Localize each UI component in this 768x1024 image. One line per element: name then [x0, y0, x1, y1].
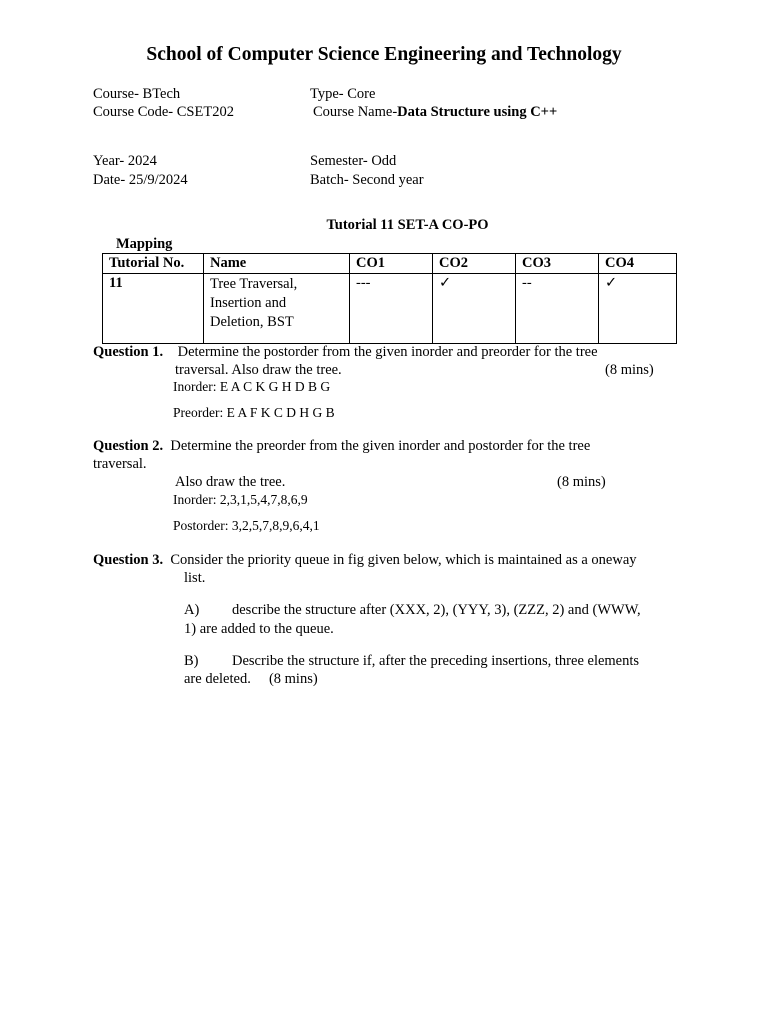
course-code: Course Code- CSET202	[93, 104, 234, 120]
header-tutorial-no: Tutorial No.	[103, 254, 204, 274]
mapping-label: Mapping	[116, 236, 173, 252]
question-2-postorder: Postorder: 3,2,5,7,8,9,6,4,1	[173, 518, 320, 533]
cell-co3: --	[516, 274, 599, 344]
cell-name	[204, 274, 350, 344]
course-name	[313, 103, 557, 121]
header-co3: CO3	[516, 254, 599, 274]
question-2-text: Determine the preorder from the given inorder and postorder for the tree	[170, 438, 591, 454]
question-1-line2: traversal. Also draw the tree.	[175, 362, 342, 378]
tutorial-title: Tutorial 11 SET-A CO-PO	[326, 217, 489, 233]
semester: Semester- Odd	[310, 153, 397, 169]
question-3a-line1: describe the structure after (XXX, 2), (YYY, 3), (ZZZ, 2) and (WWW,	[232, 602, 641, 618]
question-1-inorder: Inorder: E A C K G H D B G	[173, 379, 331, 394]
question-1-text: Determine the postorder from the given inorder and preorder for the tree	[177, 344, 598, 360]
header-co1: CO1	[350, 254, 433, 274]
cell-name-line: Deletion, BST	[210, 314, 294, 330]
question-2-time: (8 mins)	[557, 474, 606, 490]
question-3-text: Consider the priority queue in fig given below, which is maintained as a oneway	[170, 552, 637, 568]
table-row	[103, 274, 677, 344]
page-title: School of Computer Science Engineering and Technology	[146, 44, 622, 65]
question-3-line1	[93, 551, 637, 569]
question-3b-text: are deleted.	[184, 671, 251, 687]
cell-co1: ---	[350, 274, 433, 344]
question-3a-label: A)	[184, 602, 200, 618]
question-3a-line2: 1) are added to the queue.	[184, 621, 334, 637]
header-co4: CO4	[599, 254, 677, 274]
header-name: Name	[204, 254, 350, 274]
question-1-label: Question 1.	[93, 344, 164, 360]
question-1-preorder: Preorder: E A F K C D H G B	[173, 405, 335, 420]
co-mapping-table	[102, 253, 677, 344]
question-3b-line2	[184, 670, 318, 688]
question-3-line2: list.	[184, 570, 206, 586]
question-3b-line1: Describe the structure if, after the preceding insertions, three elements	[232, 653, 640, 669]
course: Course- BTech	[93, 86, 181, 102]
course-type: Type- Core	[310, 86, 376, 102]
question-2-line3: Also draw the tree.	[175, 474, 286, 490]
question-3-label: Question 3.	[93, 552, 164, 568]
course-name-value: Data Structure using C++	[397, 104, 558, 120]
date: Date- 25/9/2024	[93, 172, 188, 188]
cell-name-line: Tree Traversal,	[210, 276, 298, 292]
question-2-inorder: Inorder: 2,3,1,5,4,7,8,6,9	[173, 492, 308, 507]
cell-co2-check-icon: ✓	[433, 274, 516, 344]
question-2-label: Question 2.	[93, 438, 164, 454]
batch: Batch- Second year	[310, 172, 424, 188]
cell-name-line: Insertion and	[210, 295, 287, 311]
cell-tutorial-no: 11	[103, 274, 204, 344]
question-3b-time: (8 mins)	[268, 671, 318, 687]
question-2-line1	[93, 437, 590, 455]
course-name-label: Course Name-	[313, 104, 398, 120]
table-header-row	[103, 254, 677, 274]
header-co2: CO2	[433, 254, 516, 274]
year: Year- 2024	[93, 153, 157, 169]
question-2-line2: traversal.	[93, 456, 147, 472]
cell-co4-check-icon: ✓	[599, 274, 677, 344]
question-1-time: (8 mins)	[605, 362, 654, 378]
question-3b-label: B)	[184, 653, 199, 669]
question-1-line1	[93, 343, 598, 361]
